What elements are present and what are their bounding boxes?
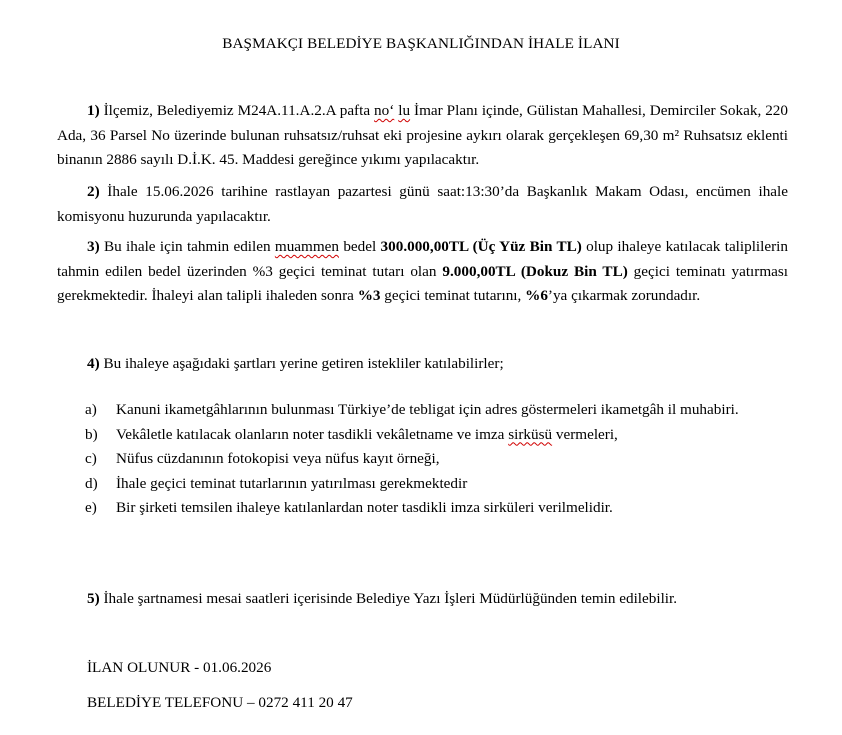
final-guarantee-percent: %6 [525,287,548,304]
list-item: b) Vekâletle katılacak olanların noter tasdikli vekâletname ve imza sirküsü vermeleri, [85,425,618,443]
guarantee-percent: %3 [357,287,381,304]
paragraph-1-number: 1) [87,102,100,119]
estimated-price: 300.000,00TL (Üç Yüz Bin TL) [380,238,582,255]
list-item: d) İhale geçici teminat tutarlarının yatırılması gerekmektedir [85,474,468,492]
document-title: BAŞMAKÇI BELEDİYE BAŞKANLIĞINDAN İHALE İLANI [222,35,620,52]
spellcheck-word[interactable]: sirküsü [508,425,553,443]
paragraph-1: 1) İlçemiz, Belediyemiz M24A.11.A.2.A pafta no‘ lu İmar Planı içinde, Gülistan Mahallesi, Demirciler Sokak, 220 Ada, 36 Parsel No üzerinde bulunan ruhsatsız/ruhsat eki projesine aykırı olarak gerçekleşen 69,30 m² Ruhsatsız eklenti binanın 2886 sayılı D.İ.K. 45. Maddesi gereğince yıkımı yapılacaktır. [57,102,788,168]
spellcheck-word[interactable]: lu [398,102,411,119]
spellcheck-word[interactable]: no‘ [374,102,395,119]
paragraph-3-number: 3) [87,238,100,255]
list-item: c) Nüfus cüzdanının fotokopisi veya nüfus kayıt örneği, [85,450,440,467]
paragraph-4: 4) Bu ihaleye aşağıdaki şartları yerine getiren istekliler katılabilirler; [87,355,504,372]
paragraph-5: 5) İhale şartnamesi mesai saatleri içerisinde Belediye Yazı İşleri Müdürlüğünden temin edilebilir. [87,590,678,607]
list-item: e) Bir şirketi temsilen ihaleye katılanlardan noter tasdikli imza sirküleri verilmelidir. [85,499,613,516]
paragraph-2: 2) İhale 15.06.2026 tarihine rastlayan pazartesi günü saat:13:30’da Başkanlık Makam Odası, encümen ihale komisyonu huzurunda yapılacaktır. [57,183,788,225]
municipality-phone: BELEDİYE TELEFONU – 0272 411 20 47 [87,694,353,711]
list-item: a) Kanuni ikametgâhlarının bulunması Türkiye’de tebligat için adres göstermeleri ikametgâh il muhabiri. [85,401,739,418]
requirements-list [85,398,788,521]
paragraph-5-number: 5) [87,590,100,607]
paragraph-2-number: 2) [87,183,100,200]
guarantee-amount: 9.000,00TL (Dokuz Bin TL) [442,262,628,280]
spellcheck-word[interactable]: muammen [274,238,339,255]
announcement-date: İLAN OLUNUR - 01.06.2026 [87,659,272,676]
paragraph-4-number: 4) [87,355,100,372]
paragraph-3: 3) Bu ihale için tahmin edilen muammen bedel 300.000,00TL (Üç Yüz Bin TL) olup ihaleye katılacak taliplilerin tahmin edilen bedel üzerinden %3 geçici teminat tutarı olan 9.000,00TL (Dokuz Bin TL) geçici teminatı yatırması gerekmektedir. İhaleyi alan talipli ihaleden sonra %3 geçici teminat tutarını, %6’ya çıkarmak zorundadır. [57,238,788,304]
